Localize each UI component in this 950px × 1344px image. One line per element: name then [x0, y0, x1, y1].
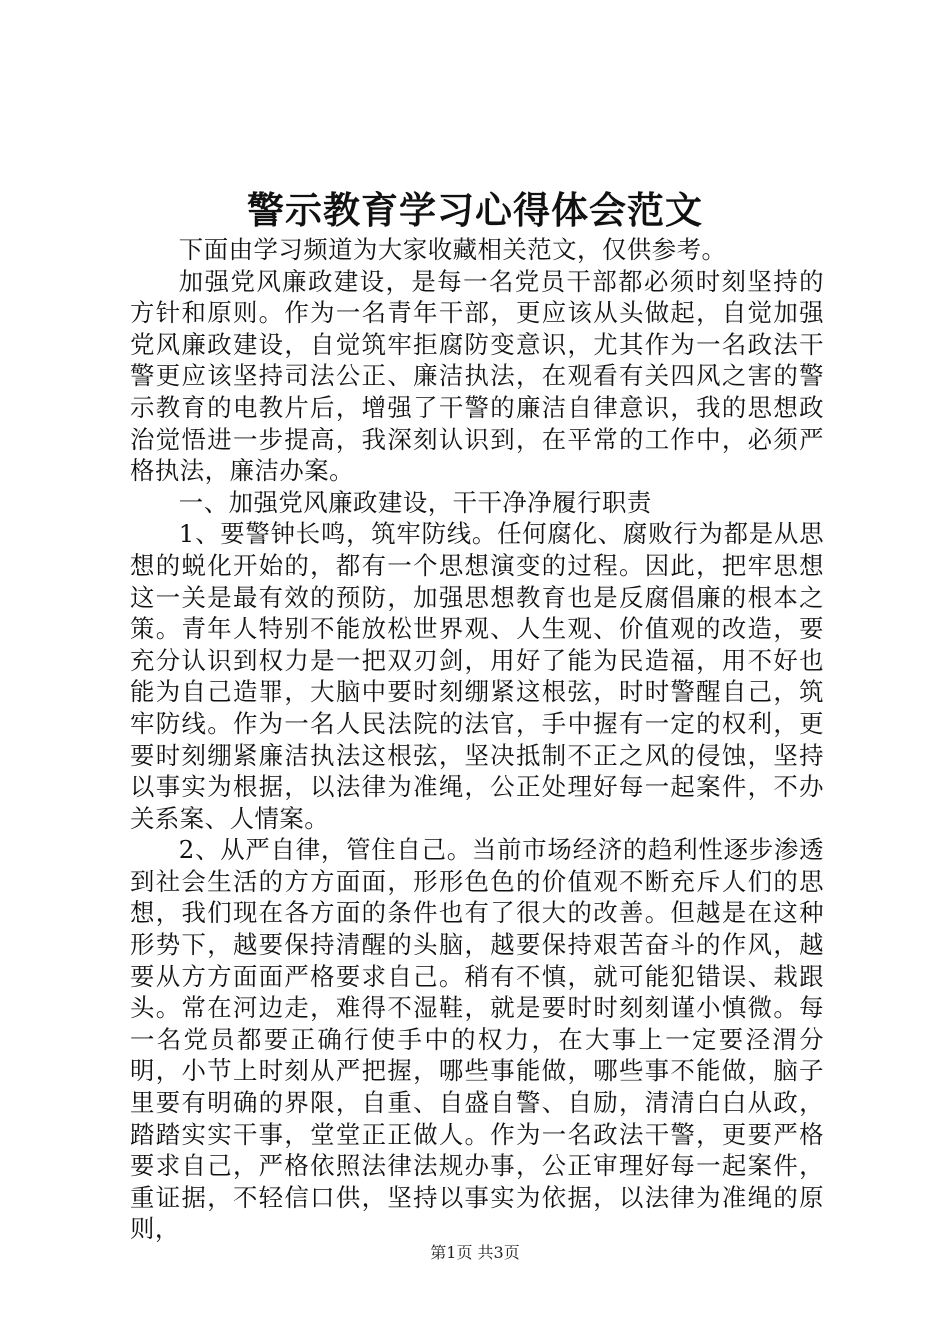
paragraph-point-1: 1、要警钟长鸣，筑牢防线。任何腐化、腐败行为都是从思想的蜕化开始的，都有一个思想演变的过程。因此，把牢思想这一关是最有效的预防，加强思想教育也是反腐倡廉的根本之策。青年人特别不能放松世界观、人生观、价值观的改造，要充分认识到权力是一把双刃剑，用好了能为民造福，用不好也能为自己造罪，大脑中要时刻绷紧这根弦，时时警醒自己，筑牢防线。作为一名人民法院的法官，手中握有一定的权利，更要时刻绷紧廉洁执法这根弦，坚决抵制不正之风的侵蚀，坚持以事实为根据，以法律为准绳，公正处理好每一起案件，不办关系案、人情案。	[130, 519, 824, 833]
section-heading-1: 一、加强党风廉政建设，干干净净履行职责	[178, 487, 652, 517]
paragraph-intro: 下面由学习频道为大家收藏相关范文，仅供参考。	[178, 235, 727, 264]
document-body	[130, 234, 824, 1245]
paragraph-point-2: 2、从严自律，管住自己。当前市场经济的趋利性逐步渗透到社会生活的方方面面，形形色色的价值观不断充斥人们的思想，我们现在各方面的条件也有了很大的改善。但越是在这种形势下，越要保持清醒的头脑，越要保持艰苦奋斗的作风，越要从方方面面严格要求自己。稍有不慎，就可能犯错误、栽跟头。常在河边走，难得不湿鞋，就是要时时刻刻谨小慎微。每一名党员都要正确行使手中的权力，在大事上一定要泾渭分明，小节上时刻从严把握，哪些事能做，哪些事不能做，脑子里要有明确的界限，自重、自盛自警、自励，清清白白从政，踏踏实实干事，堂堂正正做人。作为一名政法干警，更要严格要求自己，严格依照法律法规办事，公正审理好每一起案件，重证据，不轻信口供，坚持以事实为依据，以法律为准绳的原则，	[130, 835, 824, 1244]
document-title: 警示教育学习心得体会范文	[247, 188, 703, 232]
page-number-footer: 第1页 共3页	[430, 1243, 520, 1262]
paragraph-1: 加强党风廉政建设，是每一名党员干部都必须时刻坚持的方针和原则。作为一名青年干部，更应该从头做起，自觉加强党风廉政建设，自觉筑牢拒腐防变意识，尤其作为一名政法干警更应该坚持司法公正、廉洁执法，在观看有关四风之害的警示教育的电教片后，增强了干警的廉洁自律意识，我的思想政治觉悟进一步提高，我深刻认识到，在平常的工作中，必须严格执法，廉洁办案。	[130, 266, 824, 486]
